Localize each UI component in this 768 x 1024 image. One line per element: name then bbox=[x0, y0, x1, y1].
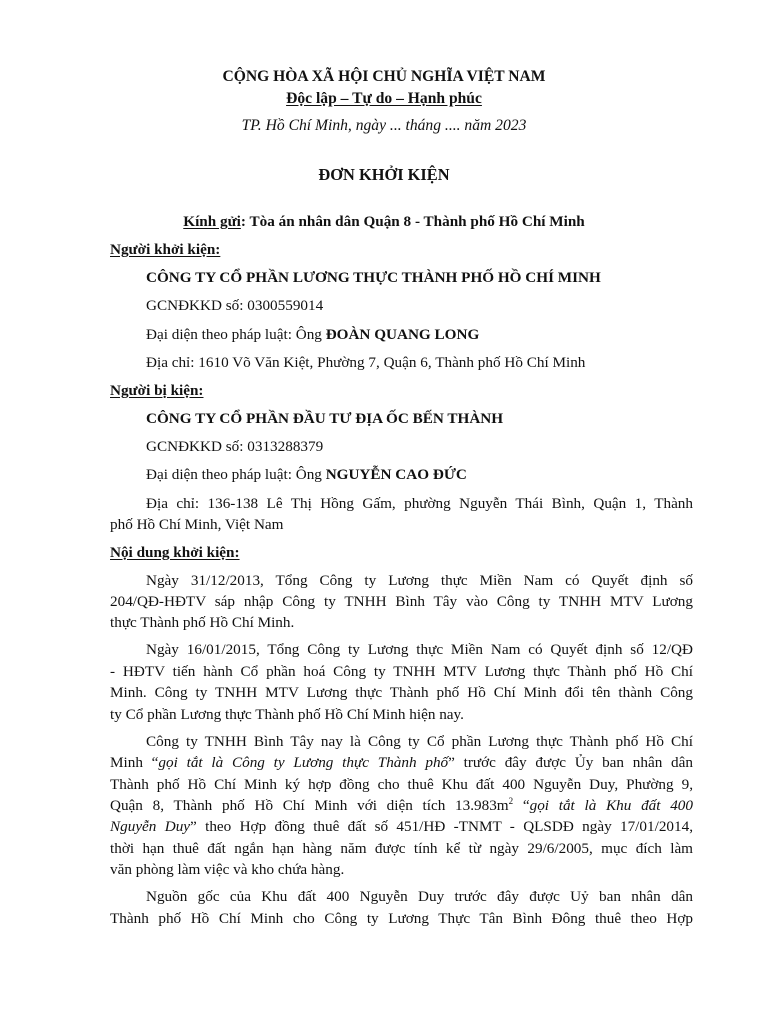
recipient-label: Kính gửi bbox=[183, 213, 241, 230]
defendant-registration: GCNĐKKD số: 0313288379 bbox=[146, 438, 324, 455]
paragraph-1-line-2: 204/QĐ-HĐTV sáp nhập Công ty TNHH Bình Tây vào Công ty TNHH MTV Lương bbox=[110, 593, 693, 610]
plaintiff-registration: GCNĐKKD số: 0300559014 bbox=[146, 297, 324, 314]
defendant-rep-name: NGUYỄN CAO ĐỨC bbox=[325, 466, 467, 483]
plaintiff-address: Địa chỉ: 1610 Võ Văn Kiệt, Phường 7, Quận 6, Thành phố Hồ Chí Minh bbox=[146, 354, 586, 371]
p3-l4-italic: gọi tắt là Khu đất 400 bbox=[529, 797, 693, 814]
paragraph-1-line-3: thực Thành phố Hồ Chí Minh. bbox=[110, 614, 295, 631]
plaintiff-heading: Người khởi kiện: bbox=[110, 241, 221, 258]
plaintiff-rep-prefix: Đại diện theo pháp luật: Ông bbox=[146, 326, 326, 343]
paragraph-2-line-4: ty Cổ phần Lương thực Thành phố Hồ Chí Minh hiện nay. bbox=[110, 706, 464, 723]
paragraph-3-line-6: thời hạn thuê đất ngắn hạn hàng năm được tính kể từ ngày 29/6/2005, mục đích làm bbox=[110, 840, 693, 857]
paragraph-2-line-2: - HĐTV tiến hành Cổ phần hoá Công ty TNHH MTV Lương thực Thành phố Hồ Chí bbox=[110, 663, 693, 680]
plaintiff-company: CÔNG TY CỔ PHẦN LƯƠNG THỰC THÀNH PHỐ HỒ CHÍ MINH bbox=[146, 269, 601, 286]
document-title: ĐƠN KHỞI KIỆN bbox=[318, 165, 450, 184]
p3-l2-b: ” trước đây được Ủy ban nhân dân bbox=[448, 754, 693, 771]
p3-l2-a: Minh “ bbox=[110, 754, 159, 771]
p3-l4-superscript: 2 bbox=[508, 795, 514, 806]
paragraph-2-line-1: Ngày 16/01/2015, Tổng Công ty Lương thực Miền Nam có Quyết định số 12/QĐ bbox=[146, 641, 693, 658]
recipient-line bbox=[0, 213, 768, 231]
paragraph-3-line-4 bbox=[110, 797, 693, 815]
p3-l5-b: ” theo Hợp đồng thuê đất số 451/HĐ -TNMT - QLSDĐ ngày 17/01/2014, bbox=[190, 818, 693, 835]
plaintiff-representative bbox=[146, 326, 479, 344]
recipient-value: : Tòa án nhân dân Quận 8 - Thành phố Hồ Chí Minh bbox=[240, 213, 585, 230]
defendant-company: CÔNG TY CỔ PHẦN ĐẦU TƯ ĐỊA ỐC BẾN THÀNH bbox=[146, 410, 504, 427]
plaintiff-rep-name: ĐOÀN QUANG LONG bbox=[325, 326, 480, 343]
place-and-date: TP. Hồ Chí Minh, ngày ... tháng .... năm 2023 bbox=[241, 117, 527, 134]
paragraph-3-line-7: văn phòng làm việc và kho chứa hàng. bbox=[110, 861, 345, 878]
defendant-rep-prefix: Đại diện theo pháp luật: Ông bbox=[146, 466, 326, 483]
p3-l4-b: “ bbox=[513, 797, 530, 814]
defendant-heading: Người bị kiện: bbox=[110, 382, 204, 399]
paragraph-2-line-3: Minh. Công ty TNHH MTV Lương thực Thành phố Hồ Chí Minh đổi tên thành Công bbox=[110, 684, 693, 701]
national-motto: Độc lập – Tự do – Hạnh phúc bbox=[286, 90, 482, 107]
paragraph-3-line-5 bbox=[110, 818, 693, 836]
paragraph-4-line-1: Nguồn gốc của Khu đất 400 Nguyễn Duy trước đây được Uỷ ban nhân dân bbox=[146, 888, 693, 905]
p3-l4-a: Quận 8, Thành phố Hồ Chí Minh với diện tích 13.983m bbox=[110, 797, 509, 814]
p3-l5-italic: Nguyễn Duy bbox=[110, 818, 191, 835]
national-title: CỘNG HÒA XÃ HỘI CHỦ NGHĨA VIỆT NAM bbox=[222, 68, 546, 85]
paragraph-4-line-2: Thành phố Hồ Chí Minh cho Công ty Lương Thực Tân Bình Đông thuê theo Hợp bbox=[110, 910, 693, 927]
defendant-address-line-1: Địa chỉ: 136-138 Lê Thị Hồng Gấm, phường Nguyễn Thái Bình, Quận 1, Thành bbox=[146, 495, 693, 512]
p3-l2-italic: gọi tắt là Công ty Lương thực Thành phố bbox=[158, 754, 449, 771]
paragraph-1-line-1: Ngày 31/12/2013, Tổng Công ty Lương thực Miền Nam có Quyết định số bbox=[146, 572, 693, 589]
paragraph-3-line-1: Công ty TNHH Bình Tây nay là Công ty Cổ phần Lương thực Thành phố Hồ Chí bbox=[146, 733, 693, 750]
content-heading: Nội dung khởi kiện: bbox=[110, 544, 240, 561]
paragraph-3-line-3: Thành phố Hồ Chí Minh ký hợp đồng cho thuê Khu đất 400 Nguyễn Duy, Phường 9, bbox=[110, 776, 693, 793]
defendant-representative bbox=[146, 466, 467, 484]
defendant-address-line-2: phố Hồ Chí Minh, Việt Nam bbox=[110, 516, 284, 533]
paragraph-3-line-2 bbox=[110, 754, 693, 772]
